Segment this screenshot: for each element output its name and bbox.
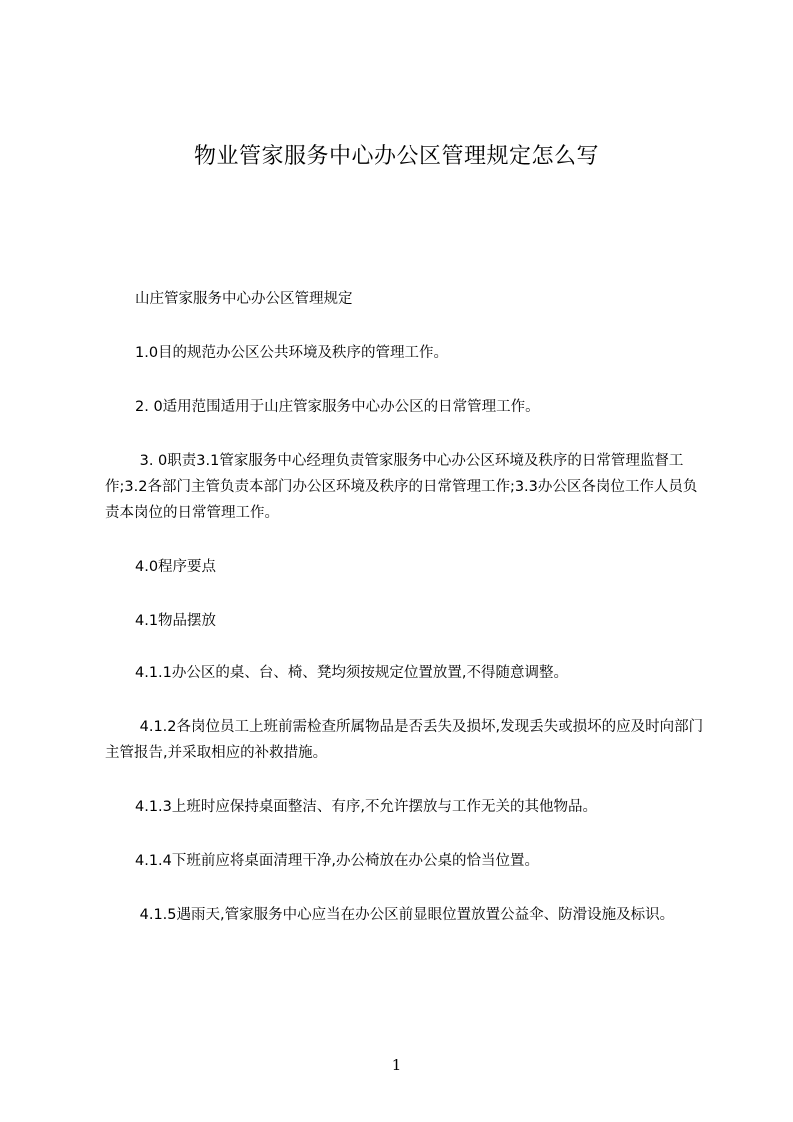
paragraph-4-1-4: 4.1.4下班前应将桌面清理干净,办公椅放在办公桌的恰当位置。 [135, 853, 540, 869]
paragraph-purpose: 1.0目的规范办公区公共环境及秩序的管理工作。 [135, 345, 449, 361]
paragraph-4-1-1: 4.1.1办公区的桌、台、椅、凳均须按规定位置放置,不得随意调整。 [135, 665, 569, 681]
paragraph-4-1-5: 4.1.5遇雨天,管家服务中心应当在办公区前显眼位置放置公益伞、防滑设施及标识。 [135, 907, 675, 923]
paragraph-item-placement: 4.1物品摆放 [135, 613, 217, 629]
paragraph-procedure: 4.0程序要点 [135, 559, 217, 575]
paragraph-scope: 2. 0适用范围适用于山庄管家服务中心办公区的日常管理工作。 [135, 399, 540, 415]
paragraph-4-1-2: 4.1.2各岗位员工上班前需检查所属物品是否丢失及损坏,发现丢失或损坏的应及时向部门主管报告,并采取相应的补救措施。 [105, 719, 704, 761]
paragraph-heading: 山庄管家服务中心办公区管理规定 [135, 291, 353, 307]
page-number: 1 [391, 1056, 402, 1074]
paragraph-4-1-3: 4.1.3上班时应保持桌面整洁、有序,不允许摆放与工作无关的其他物品。 [135, 799, 598, 815]
paragraph-responsibilities: 3. 0职责3.1管家服务中心经理负责管家服务中心办公区环境及秩序的日常管理监督工作;3.2各部门主管负责本部门办公区环境及秩序的日常管理工作;3.3办公区各岗位工作人员负责本岗位的日常管理工作。 [105, 453, 698, 521]
document-title: 物业管家服务中心办公区管理规定怎么写 [193, 144, 599, 169]
